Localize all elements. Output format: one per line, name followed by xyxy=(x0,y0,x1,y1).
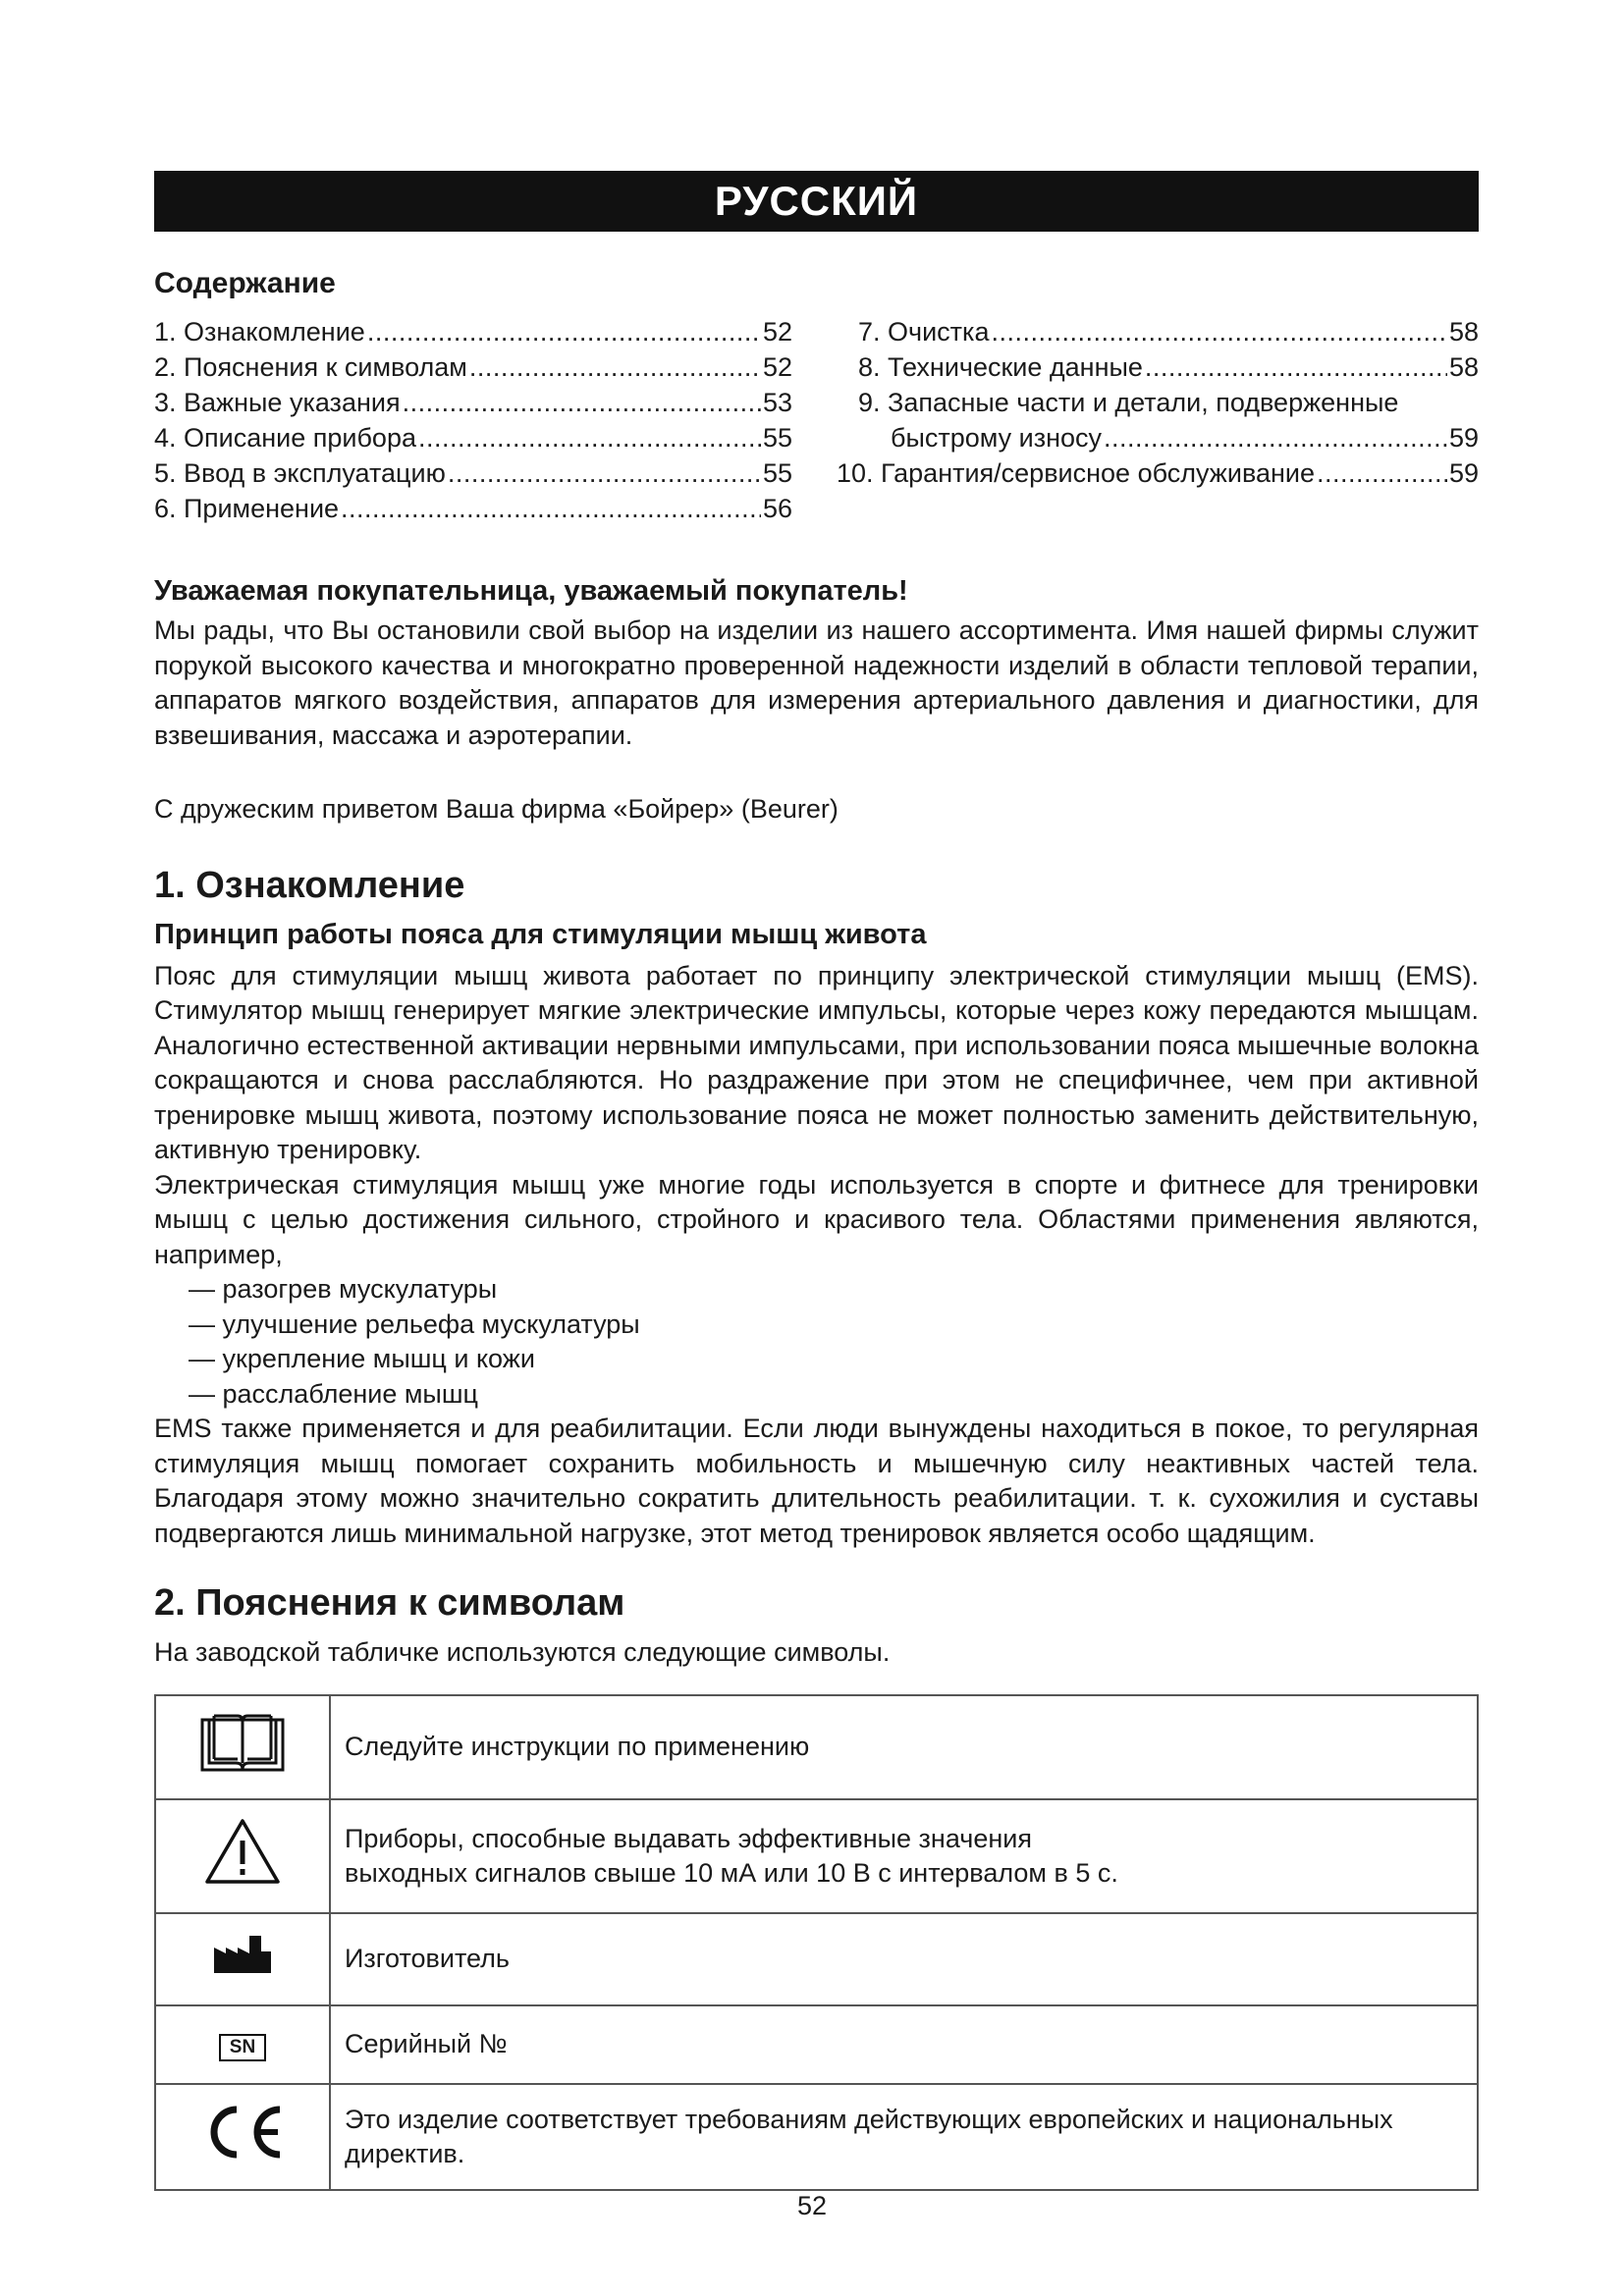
greeting-heading: Уважаемая покупательница, уважаемый покупатель! xyxy=(154,575,908,607)
table-row xyxy=(155,1799,1478,1913)
list-item: — улучшение рельефа мускулатуры xyxy=(189,1308,1479,1343)
section-1-paragraph: EMS также применяется и для реабилитации. Если люди вынуждены находиться в покое, то регулярная стимуляция мышц помогает сохранить мобильность и мышечную силу неактивных частей тела. Благодаря этому можно значительно сократить длительность реабилитации. т. к. сухожилия и суставы подвергаются лишь минимальной нагрузке, этот метод тренировок является особо щадящим. xyxy=(154,1414,1479,1548)
toc-item: 1. Ознакомление ..... 52 xyxy=(154,314,792,349)
serial-number-icon: SN xyxy=(219,2034,266,2061)
symbol-description: Следуйте инструкции по применению xyxy=(330,1695,1478,1799)
section-2-title: 2. Пояснения к символам xyxy=(154,1582,625,1624)
toc-item: быстрому износу ..... 59 xyxy=(837,420,1479,455)
section-1-paragraph: Пояс для стимуляции мышц живота работает по принципу электрической стимуляции мышц (EMS). Стимулятор мышц генерирует мягкие электрические импульсы, которые через кожу передаются мышцам. Аналогично естественной активации нервными импульсами, при использовании пояса мышечные волокна сокращаются и снова расслабляются. Но раздражение при этом не специфичнее, чем при активной тренировке мышц живота, поэтому использование пояса не может полностью заменить действительную, активную тренировку. xyxy=(154,960,1479,1164)
table-row xyxy=(155,2005,1478,2084)
symbol-cell xyxy=(155,1913,330,2005)
list-item: — расслабление мышц xyxy=(189,1377,1479,1413)
toc-item: 9. Запасные части и детали, подверженные xyxy=(858,388,1399,417)
section-1-title: 1. Ознакомление xyxy=(154,864,465,906)
toc-item: 7. Очистка ..... 58 xyxy=(837,314,1479,349)
toc-item: 5. Ввод в эксплуатацию ..... 55 xyxy=(154,455,792,491)
greeting-signature: С дружеским приветом Ваша фирма «Бойрер» (Beurer) xyxy=(154,794,839,824)
toc-item: 4. Описание прибора ..... 55 xyxy=(154,420,792,455)
symbol-cell xyxy=(155,1799,330,1913)
toc-title: Содержание xyxy=(154,267,336,299)
symbols-table xyxy=(154,1694,1479,2191)
toc-right-column xyxy=(837,314,1479,491)
toc-left-column xyxy=(154,314,792,526)
list-item: — укрепление мышц и кожи xyxy=(189,1342,1479,1377)
table-of-contents xyxy=(154,314,1479,530)
table-row xyxy=(155,2084,1478,2190)
ce-mark-icon xyxy=(201,2104,284,2161)
manufacturer-icon xyxy=(212,1934,273,1975)
warning-triangle-icon xyxy=(204,1817,281,1886)
table-row xyxy=(155,1913,1478,2005)
greeting-text: Мы рады, что Вы остановили свой выбор на изделии из нашего ассортимента. Имя нашей фирмы служит порукой высокого качества и многократно проверенной надежности изделий в области тепловой терапии, аппаратов мягкого воздействия, аппаратов для измерения артериального давления и диагностики, для взвешивания, массажа и аэротерапии. xyxy=(154,615,1479,750)
symbol-cell xyxy=(155,1695,330,1799)
page-content xyxy=(154,171,1479,2191)
symbol-description: Серийный № xyxy=(330,2005,1478,2084)
section-2-intro: На заводской табличке используются следующие символы. xyxy=(154,1637,891,1667)
toc-item: 6. Применение ..... 56 xyxy=(154,491,792,526)
application-list xyxy=(154,1272,1479,1412)
symbol-description: Изготовитель xyxy=(330,1913,1478,2005)
list-item: — разогрев мускулатуры xyxy=(189,1272,1479,1308)
toc-item: 8. Технические данные ..... 58 xyxy=(837,349,1479,385)
instruction-book-icon xyxy=(200,1712,285,1773)
symbol-cell xyxy=(155,2005,330,2084)
toc-item: 10. Гарантия/сервисное обслуживание ..... 59 xyxy=(837,455,1479,491)
toc-item: 2. Пояснения к символам ..... 52 xyxy=(154,349,792,385)
section-1-subtitle: Принцип работы пояса для стимуляции мышц живота xyxy=(154,918,927,950)
toc-item: 3. Важные указания ..... 53 xyxy=(154,385,792,420)
symbol-cell xyxy=(155,2084,330,2190)
symbol-description: Приборы, способные выдавать эффективные значения выходных сигналов свыше 10 мА или 10 В с интервалом в 5 с. xyxy=(330,1799,1478,1913)
symbol-description: Это изделие соответствует требованиям действующих европейских и национальных директив. xyxy=(330,2084,1478,2190)
table-row xyxy=(155,1695,1478,1799)
language-header: РУССКИЙ xyxy=(154,171,1479,232)
page-number: 52 xyxy=(796,2191,828,2220)
section-1-paragraph: Электрическая стимуляция мышц уже многие годы используется в спорте и фитнесе для тренировки мышц с целью достижения сильного, стройного и красивого тела. Областями применения являются, например, xyxy=(154,1169,1479,1269)
